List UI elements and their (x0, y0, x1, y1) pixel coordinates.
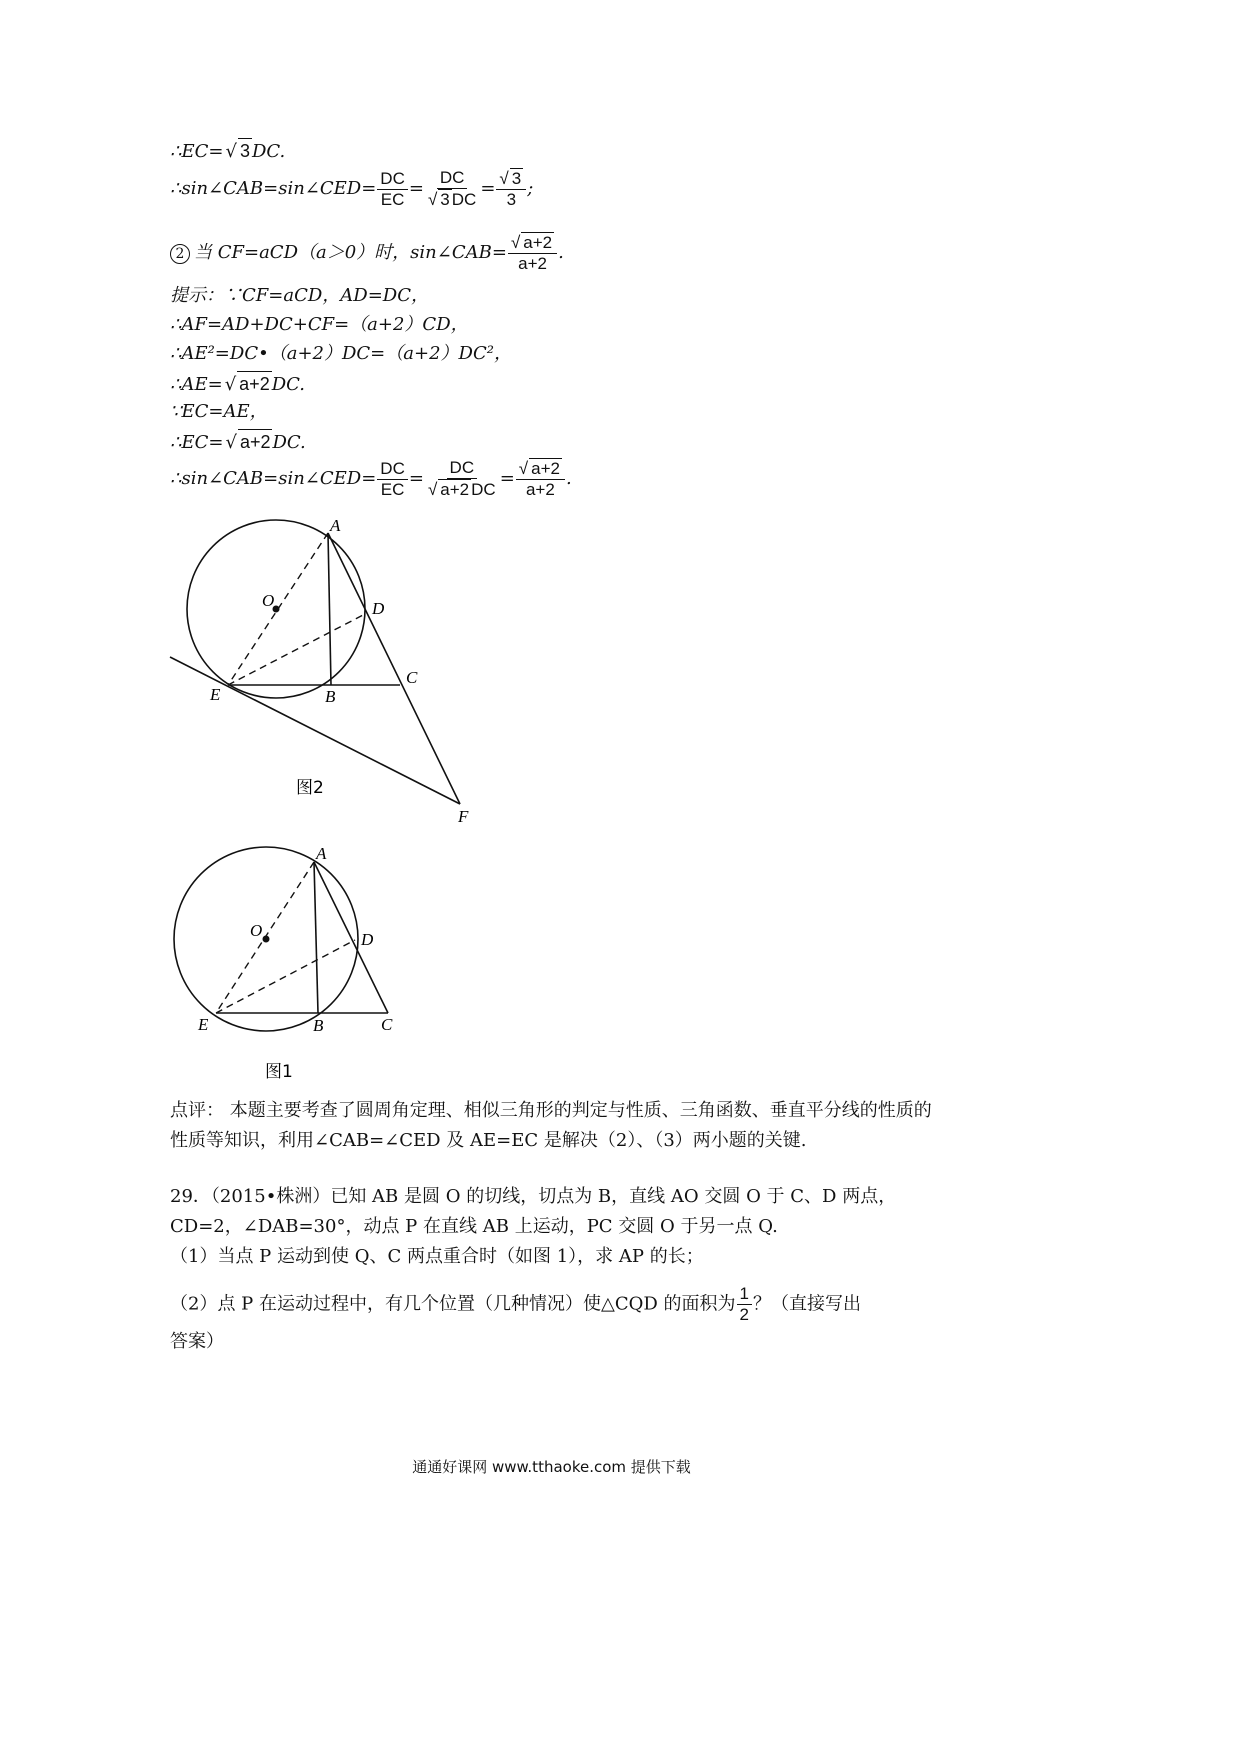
proof-line-sin-ratio: ∴sin∠CAB=sin∠CED= $\frac{DC}{EC}$ = $\frac{DC}{√ 3 DC}$ = $\frac{√ 3}{3}$ ; (170, 168, 534, 209)
denominator: √ 3 DC (427, 190, 477, 209)
proof-line-ae (170, 371, 305, 397)
label-d: D (361, 930, 374, 949)
denominator: EC (380, 189, 405, 209)
numerator: DC (447, 458, 478, 479)
denominator: EC (380, 479, 405, 499)
radicand: a+2 (440, 480, 470, 499)
segment-ac (314, 862, 388, 1013)
text: ∴AE= (170, 374, 223, 395)
fraction-sqrt-a2-over-a2 (516, 458, 565, 500)
fraction-dc-sqrt-a2-dc (425, 458, 499, 500)
text: 当 CF=aCD（a＞0）时，sin∠CAB= (194, 242, 507, 263)
label-a: A (330, 516, 341, 535)
circled-number: 2 (170, 244, 190, 264)
text: ; (527, 178, 534, 199)
proof-line-af: ∴AF=AD+DC+CF=（a+2）CD， (170, 314, 469, 335)
numerator: √ a+2 (508, 232, 557, 254)
text: ∴sin∠CAB=sin∠CED= (170, 178, 377, 199)
radicand: a+2 (237, 371, 272, 396)
proof-line-ae-squared: ∴AE²=DC•（a+2）DC=（a+2）DC²， (170, 343, 512, 364)
fraction-dc-ec (377, 169, 408, 210)
denominator: a+2 (525, 480, 555, 499)
text: ∴EC= (170, 141, 224, 162)
hint-line: 提示：∵CF=aCD，AD=DC， (170, 285, 429, 306)
text: ∴EC= (170, 432, 224, 453)
comment-paragraph: 点评： 本题主要考查了圆周角定理、相似三角形的判定与性质、三角函数、垂直平分线的性质的性质等知识，利用∠CAB=∠CED 及 AE=EC 是解决（2）、（3）两小题的关键. (170, 1100, 932, 1151)
text: DC. (272, 432, 306, 453)
label-c: C (406, 668, 418, 687)
numerator: DC (377, 459, 408, 480)
text: （2）点 P 在运动过程中，有几个位置（几种情况）使△CQD 的面积为 (170, 1293, 736, 1315)
figure-1-diagram (165, 840, 405, 1090)
fraction-dc-ec (377, 459, 408, 500)
numerator: DC (437, 168, 468, 189)
denominator: 2 (739, 1305, 749, 1324)
numerator: √ 3 (496, 168, 526, 190)
proof-line-ec-ae: ∵EC=AE， (170, 401, 268, 422)
problem-29-stem: 29．（2015•株洲）已知 AB 是圆 O 的切线，切点为 B，直线 AO 交圆 O 于 C、D 两点，CD=2，∠DAB=30°，动点 P 在直线 AB 上运动，PC 交圆 O 于另一点 Q. (170, 1186, 897, 1237)
radicand: a+2 (238, 429, 273, 454)
problem-29-question-2-tail: 答案） (170, 1331, 224, 1352)
figure-caption: 图1 (265, 1062, 293, 1082)
numerator: DC (377, 169, 408, 190)
radical-sign: √ (224, 374, 237, 395)
fraction-sqrt-a2-over-a2 (508, 232, 557, 274)
label-b: B (325, 687, 336, 706)
label-f: F (458, 807, 469, 826)
radical-sign: √ (225, 432, 237, 453)
radical-sign: √ (225, 141, 237, 162)
text: DC. (271, 374, 306, 395)
label-e: E (198, 1015, 209, 1034)
dashed-ed (216, 940, 355, 1013)
text: . (558, 242, 564, 263)
numerator: 1 (737, 1284, 752, 1305)
dashed-ed (228, 613, 367, 685)
label-o: O (250, 921, 263, 940)
text: DC (451, 190, 477, 209)
fraction-one-half (737, 1284, 752, 1325)
figure-caption: 图2 (296, 778, 324, 798)
label-e: E (210, 685, 221, 704)
text: DC. (251, 141, 286, 162)
denominator: √ a+2 DC (427, 480, 496, 499)
text: DC (471, 480, 496, 499)
numerator: √ a+2 (516, 458, 565, 480)
segment-af (328, 533, 460, 804)
segment-ab (314, 862, 318, 1013)
figure-2-diagram (160, 515, 490, 835)
label-c: C (381, 1015, 393, 1034)
radicand: a+2 (531, 459, 560, 478)
case-2-statement (170, 232, 564, 274)
problem-29-question-1: （1）当点 P 运动到使 Q、C 两点重合时（如图 1），求 AP 的长； (170, 1246, 704, 1267)
radicand: 3 (238, 138, 252, 163)
radicand: 3 (511, 169, 522, 188)
fraction-dc-sqrt3dc (425, 168, 479, 210)
denominator: a+2 (518, 254, 547, 273)
fraction-sqrt3-3 (496, 168, 526, 210)
text: ？（直接写出 (753, 1293, 861, 1315)
segment-ab (328, 533, 331, 685)
page-footer: 通通好课网 www.tthaoke.com 提供下载 (412, 1458, 691, 1476)
label-o: O (262, 591, 275, 610)
proof-line-sin-ratio-general: ∴sin∠CAB=sin∠CED= $\frac{DC}{EC}$ = $\frac{DC}{√ a+2 DC}$ = $\frac{√ a+2}{a+2}$ . (170, 458, 572, 499)
label-d: D (372, 599, 385, 618)
label-a: A (316, 844, 327, 863)
label-b: B (313, 1016, 324, 1035)
proof-line-ec (170, 429, 306, 455)
center-point-o (263, 936, 270, 943)
denominator: 3 (506, 190, 517, 209)
proof-line-ec-sqrt3 (170, 138, 285, 164)
problem-29-question-2 (170, 1284, 861, 1325)
text: . (565, 468, 572, 489)
text: ∴sin∠CAB=sin∠CED= (170, 468, 377, 489)
radicand: a+2 (523, 233, 553, 252)
radicand: 3 (440, 190, 450, 209)
